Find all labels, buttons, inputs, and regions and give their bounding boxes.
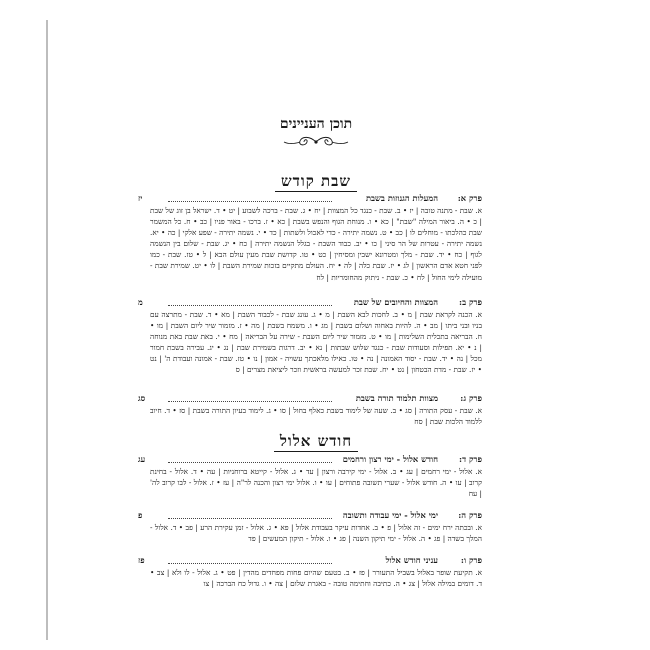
- chapter-name: המצוות והחיובים של שבת: [353, 297, 438, 307]
- chapter-name: חודש אלול - ימי רצון ורחמים: [342, 454, 438, 464]
- chapter-page-number: מ: [138, 297, 143, 307]
- chapter-heading: [138, 454, 482, 465]
- chapter-label: פרק ג:: [460, 393, 482, 403]
- page-title: תוכן העניינים: [279, 116, 353, 132]
- chapter-sections: א. שבת - מתנה טובה | יז • ב. שבת - כנגד כל המצוות | יח • ג. שבת - ברכה לשבוע | יט • ד. ישראל בן זוג של שבת | כ • ה. ביאור המילה "שבת" | כא • ו. מנוחת הגוף והנפש בשבת | כא • ז. ברכו - באור פניו | כב • ח. כל המשמר שבת כהלכתו - מוחלים לו | כב • ט. נשמה יתירה - כדי לאכול ולשתות | כד • י. נשמה יתירה - שפע אלקי | כה • יא. נשמה יתירה - עטרות של הר סיני | כו • יב. כבוד השבת - בגלל הנשמה יתירה | כח • יג. שבת - שלום בין הנשמה לגוף | כח • יד. שבת - מלך ומטרונא ישבין ומסיחין | כט • טו. קדושת שבת מעין עולם הבא | ל • טז. שבת - כמו לפני חטא אדם הראשון | לג • יז. שבת כלה | לה • יח. העולם מתקיים בזכות שמירת השבת | לו • יט. שמירת שבת - מועילה לימי החול | לח • כ. שבת - ניתוק מהחומריות | לח: [150, 206, 482, 282]
- chapter-heading: [138, 555, 482, 566]
- chapter-sections: א. אלול - ימי רחמים | עג • ב. אלול - ימי קירבה ורצון | עד • ג. אלול - קייטא ברוחניות | עה • ד. אלול - בחינת קרוב | עו • ה. חודש אלול - שערי תשובה פתוחים | עו • ו. אלול ימי רצון והכנה לר"ה | עז • ז. אלול - לבו קרוב לה' | עח: [150, 467, 482, 499]
- chapter-page-number: יז: [138, 193, 143, 203]
- chapter-entry-2[interactable]: [138, 297, 482, 376]
- chapter-label: פרק ה:: [458, 510, 482, 520]
- dot-leader: [168, 518, 332, 519]
- part-title-elul: חודש אלול: [150, 432, 482, 451]
- chapter-name: מצוות תלמוד תורה בשבת: [355, 393, 438, 403]
- table-of-contents-page: [138, 0, 482, 650]
- chapter-heading: [138, 393, 482, 404]
- page-spine-line: [46, 20, 48, 640]
- chapter-page-number: פז: [138, 555, 145, 565]
- chapter-heading: [138, 297, 482, 308]
- chapter-sections: א. שבת - עסק התורה | סג • ב. שעה של לימוד בשבת כאלף בחול | סו • ג. לימוד בעיון התורה בשבת | סז • ד. חיוב ללמוד הלכות שבת | סח: [150, 406, 482, 427]
- chapter-name: עניני חודש אלול: [385, 555, 438, 565]
- chapter-heading: [138, 510, 482, 521]
- dot-leader: [168, 201, 332, 202]
- dot-leader: [168, 563, 332, 564]
- chapter-entry-4[interactable]: [138, 454, 482, 499]
- chapter-label: פרק א:: [457, 193, 482, 203]
- chapter-page-number: עג: [138, 454, 146, 464]
- chapter-name: המעלות הגנוזות בשבת: [366, 193, 438, 203]
- chapter-entry-3[interactable]: [138, 393, 482, 427]
- dot-leader: [168, 401, 332, 402]
- chapter-sections: א. הכנה לקראת שבת | מ • ב. לחכות לבא השבת | מ • ג. עונג שבת - לכבוד השבת | מא • ד. שבת - מתרצה עם בניו ובני ביתו | מב • ה. להיות באחוה ושלום בשבת | מג • ו. משמח בשבת | מה • ז. מזמור שיר ליום השבת | מו • ח. הבריאה בתכלית השלימות | מו • ט. מזמור שיר ליום השבת - שירה על הבריאה | מח • י. באת שבת באת מנוחה | נ • יא. תפילות וסעודות שבת - כנגד שלוש שבתות | נא • יב. דרגות בשמירת שבת | נג • יג. עבירה בשבת חמור מכל | נה • יד. שבת - יסוד האמונה | נה • טו. כאילו מלאכתך עשויה - אמון | נו • טז. שבת - אמונה ועבודת ה' | נט • יז. שבת - מדת הבטחון | נט • יח. שבת זכר למעשה בראשית וזכר ליציאת מצרים | ס: [150, 310, 482, 375]
- chapter-page-number: סג: [138, 393, 146, 403]
- chapter-page-number: פ: [138, 510, 143, 520]
- part-title-shabbat: שבת קודש: [150, 172, 482, 191]
- chapter-label: פרק ו:: [460, 555, 482, 565]
- dot-leader: [168, 462, 332, 463]
- chapter-entry-1[interactable]: [138, 193, 482, 283]
- chapter-label: פרק ד:: [459, 454, 482, 464]
- chapter-entry-6[interactable]: [138, 555, 482, 589]
- chapter-label: פרק ב:: [459, 297, 482, 307]
- chapter-entry-5[interactable]: [138, 510, 482, 544]
- dot-leader: [168, 305, 332, 306]
- chapter-sections: א. תקיעת שופר באלול בשביל התעורר | פז • ב. בטעם שהיום פחות מפחדים מהדין | פט • ג. אלול - לו ולא | צב • ד. דומים במילה אלול | צג • ה. כתיבה וחתימה טובה - באגרת שלום | צה • ו. גדול כח הברכה | צו: [150, 568, 482, 589]
- chapter-name: ימי אלול - ימי עבודה ותשובה: [342, 510, 438, 520]
- chapter-heading: [138, 193, 482, 204]
- chapter-sections: א. ובכתה ירח ימים - זה אלול | פ • ב. אחדות עיקר בעבודת אלול | פא • ג. אלול - זמן עקירת הרע | פב • ד. אלול - המלך בשדה | פג • ה. אלול - ימי תיקון השנה | פג • ו. אלול - תיקון המעשים | פד: [150, 523, 482, 544]
- ornament-flourish-icon: [150, 135, 482, 149]
